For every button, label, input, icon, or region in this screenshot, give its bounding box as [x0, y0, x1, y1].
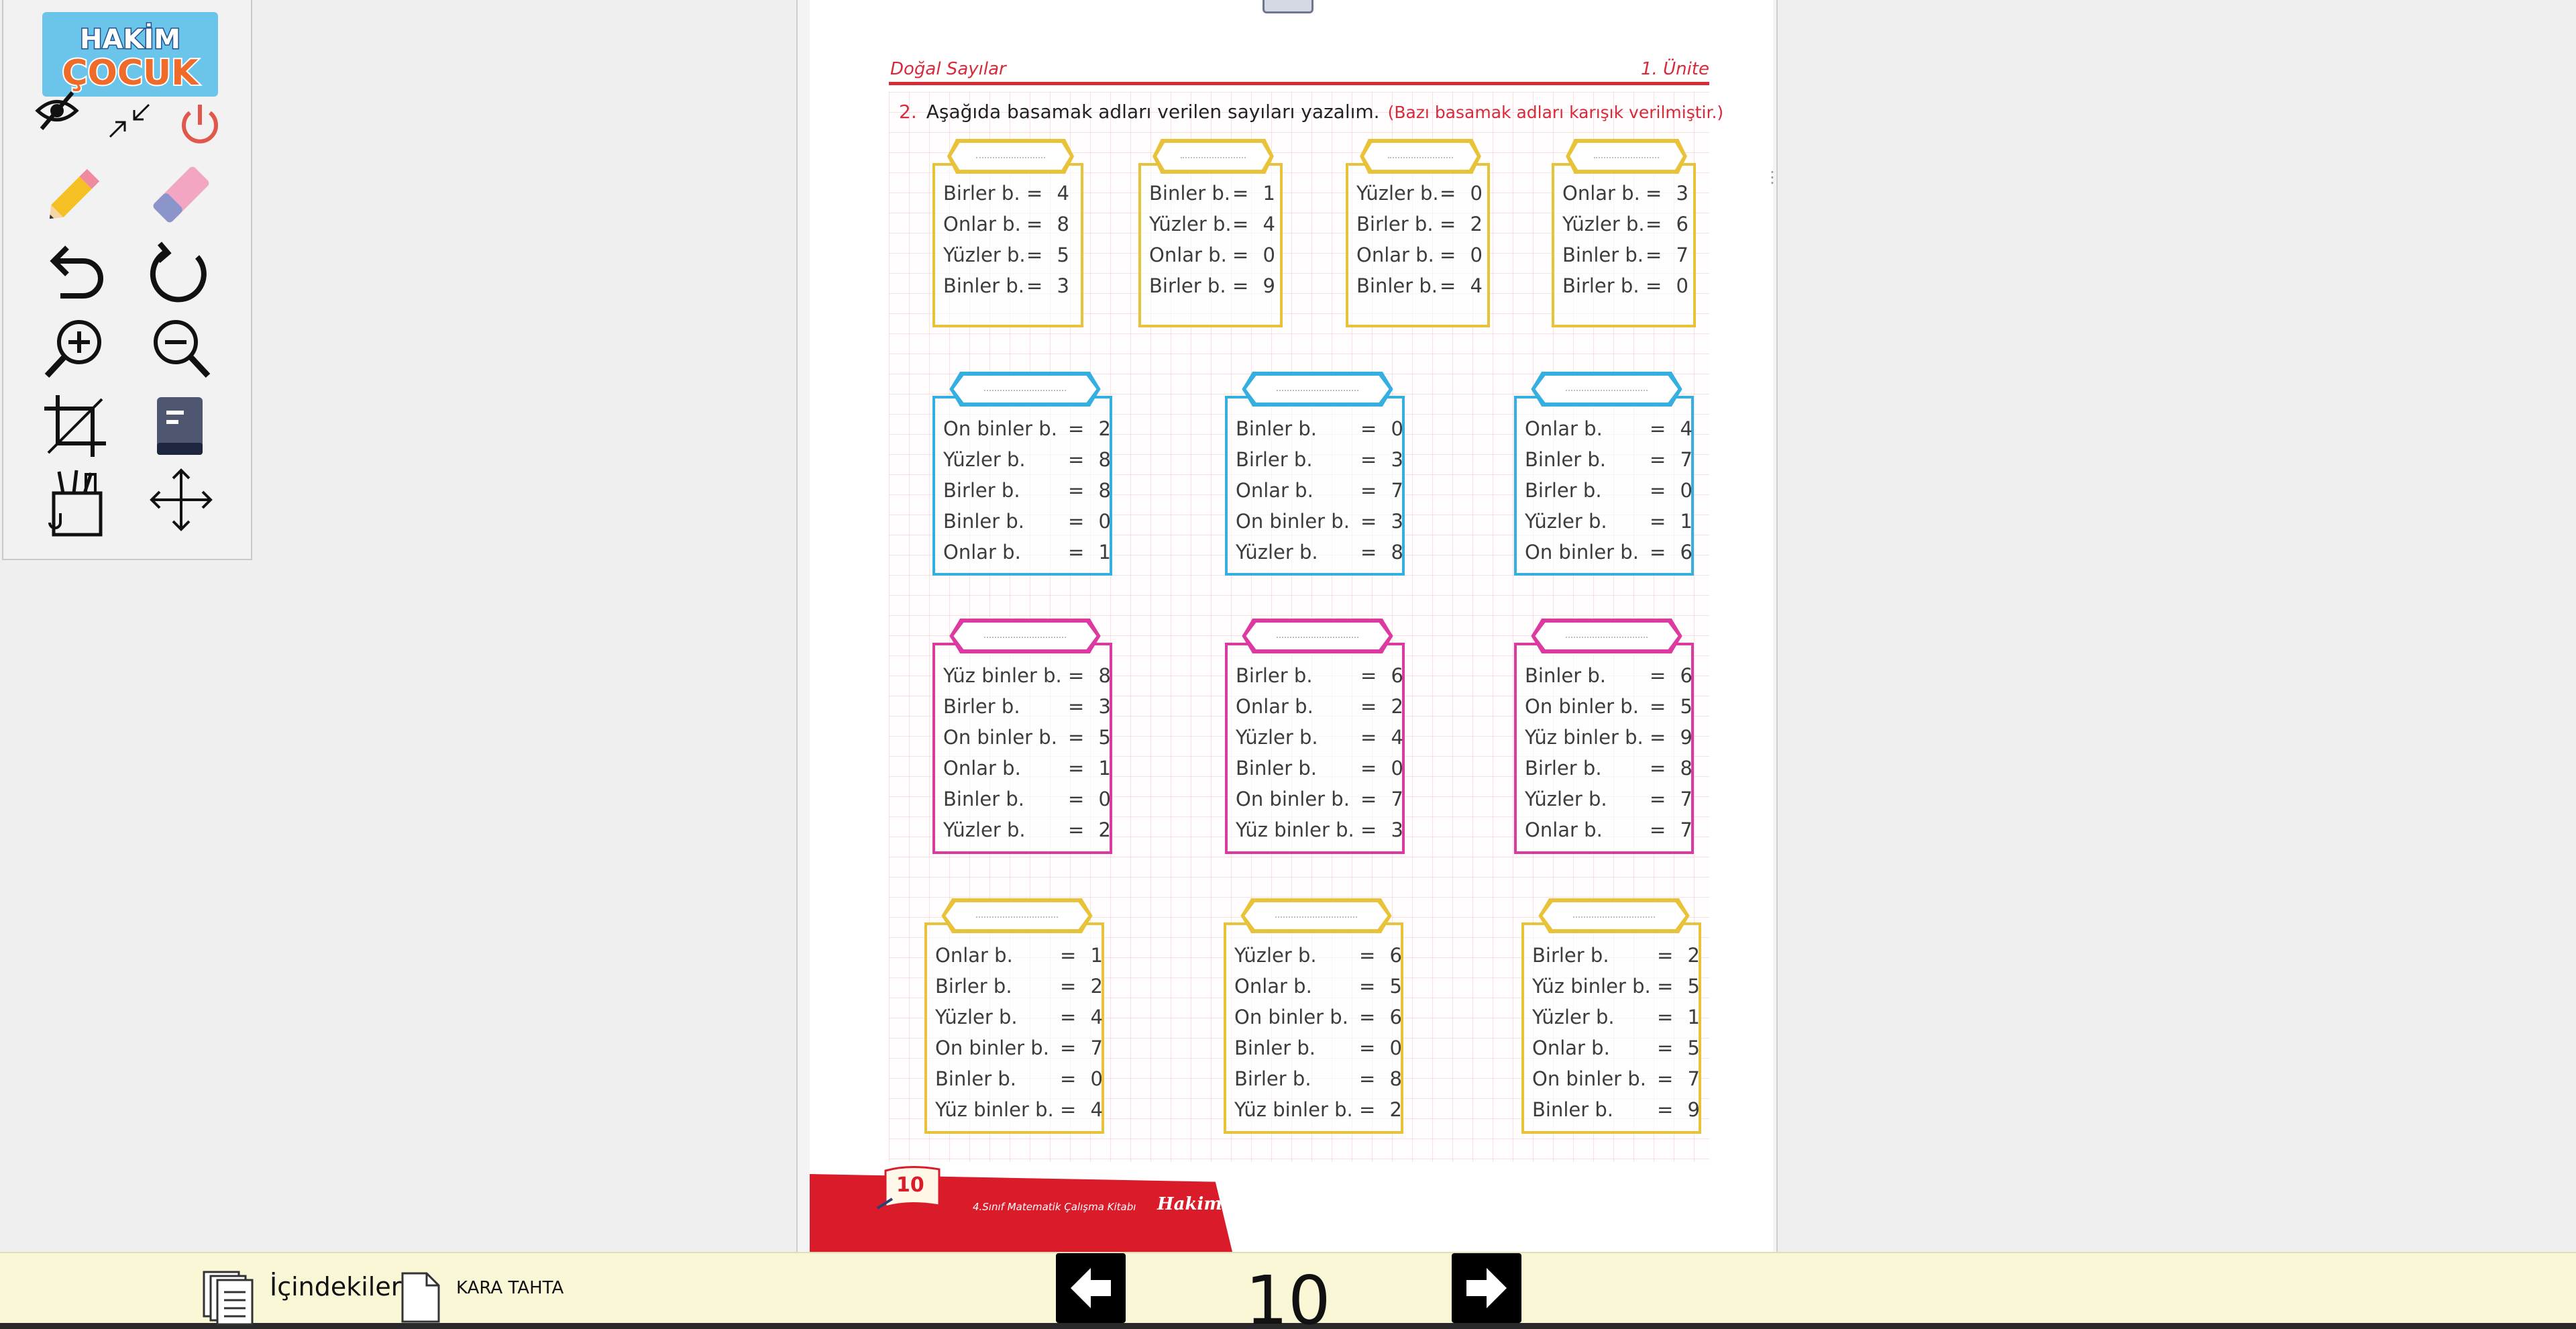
place-value: = 6: [1650, 541, 1697, 564]
place-value-row: [1236, 537, 1407, 568]
place-value-row: [1562, 270, 1693, 301]
place-value-row: [943, 753, 1115, 784]
place-value-row: [1525, 413, 1697, 444]
place-value-row: [1562, 178, 1693, 209]
place-label: Yüz binler b.: [943, 664, 1062, 687]
place-value-row: [935, 1063, 1107, 1094]
answer-box[interactable]: [1531, 372, 1682, 407]
number-card: [1225, 643, 1405, 854]
place-value-row: [1234, 1063, 1406, 1094]
answer-box[interactable]: [1360, 139, 1481, 174]
place-value-row: [1149, 209, 1279, 240]
place-value-row: [1356, 270, 1487, 301]
place-value-row: [943, 240, 1074, 270]
place-value: = 7: [1060, 1036, 1107, 1059]
place-value: = 1: [1232, 182, 1279, 205]
answer-box[interactable]: [947, 139, 1074, 174]
place-value: = 7: [1650, 788, 1697, 810]
drag-handle-icon[interactable]: ⋮: [1764, 168, 1780, 187]
place-value-row: [1562, 209, 1693, 240]
page-top-tab[interactable]: [1263, 0, 1313, 13]
question-note: (Bazı basamak adları karışık verilmiştir.): [1387, 103, 1724, 122]
place-value-row: [1234, 971, 1406, 1002]
place-value: = 6: [1650, 664, 1697, 687]
place-value-row: [1236, 475, 1407, 506]
stationery-icon[interactable]: [39, 466, 113, 540]
place-value: = 7: [1646, 244, 1693, 266]
place-value-row: [935, 940, 1107, 971]
place-value-row: [1149, 178, 1279, 209]
place-value-row: [943, 444, 1115, 475]
previous-page-button[interactable]: [1056, 1253, 1126, 1323]
place-label: Binler b.: [943, 510, 1024, 533]
place-label: Birler b.: [1236, 448, 1313, 471]
place-value-row: [1525, 814, 1697, 845]
place-value-row: [943, 506, 1115, 537]
place-value: = 0: [1440, 182, 1487, 205]
place-value: = 8: [1068, 664, 1115, 687]
place-value: = 9: [1650, 726, 1697, 749]
svg-text:ÇOCUK: ÇOCUK: [62, 53, 199, 93]
place-value-row: [1525, 753, 1697, 784]
place-label: Yüzler b.: [943, 244, 1026, 266]
place-value: = 5: [1657, 975, 1704, 998]
next-page-button[interactable]: [1452, 1253, 1521, 1323]
place-label: On binler b.: [1525, 695, 1639, 718]
place-label: On binler b.: [1525, 541, 1639, 564]
unit-number: 1. Ünite: [1641, 59, 1709, 79]
place-label: On binler b.: [1234, 1006, 1348, 1028]
question-prompt: [899, 101, 1723, 123]
crop-icon[interactable]: [42, 392, 109, 460]
place-value-row: [943, 270, 1074, 301]
place-label: Binler b.: [1236, 757, 1317, 780]
place-value: = 3: [1026, 274, 1073, 297]
zoom-out-icon[interactable]: [146, 315, 213, 382]
place-value: = 5: [1650, 695, 1697, 718]
place-label: On binler b.: [1236, 510, 1350, 533]
place-value-row: [1525, 660, 1697, 691]
number-card: [924, 922, 1107, 1134]
answer-box[interactable]: [941, 898, 1092, 933]
place-value: = 0: [1440, 244, 1487, 266]
book-title: 4.Sınıf Matematik Çalışma Kitabı: [973, 1201, 1136, 1213]
place-value: = 9: [1657, 1098, 1704, 1121]
power-icon[interactable]: [178, 101, 222, 148]
answer-box[interactable]: [1152, 139, 1274, 174]
question-number: 2.: [899, 101, 917, 123]
place-label: Birler b.: [1236, 664, 1313, 687]
place-value: = 0: [1646, 274, 1693, 297]
place-label: Binler b.: [943, 788, 1024, 810]
place-label: Birler b.: [1532, 944, 1609, 967]
place-label: Yüzler b.: [943, 818, 1026, 841]
place-label: Yüzler b.: [1532, 1006, 1615, 1028]
number-card: [1138, 163, 1283, 327]
place-label: Yüz binler b.: [1234, 1098, 1353, 1121]
place-label: On binler b.: [943, 726, 1057, 749]
number-card: [1346, 163, 1490, 327]
blackboard-button[interactable]: KARA TAHTA: [456, 1278, 564, 1298]
number-card: [1224, 922, 1406, 1134]
place-label: Birler b.: [1234, 1067, 1311, 1090]
place-label: Birler b.: [1525, 479, 1602, 502]
place-label: Binler b.: [1532, 1098, 1613, 1121]
place-value: = 1: [1657, 1006, 1704, 1028]
place-value-row: [1525, 506, 1697, 537]
place-value-row: [1525, 475, 1697, 506]
place-value-row: [1236, 814, 1407, 845]
place-value-row: [1149, 270, 1279, 301]
number-card: [1552, 163, 1696, 327]
place-label: Yüz binler b.: [1532, 975, 1651, 998]
place-label: Onlar b.: [1525, 417, 1603, 440]
svg-text:HAKİM: HAKİM: [79, 24, 181, 55]
place-label: Onlar b.: [935, 944, 1013, 967]
place-label: Onlar b.: [1532, 1036, 1610, 1059]
place-value-row: [1236, 413, 1407, 444]
place-value-row: [1236, 691, 1407, 722]
place-label: Yüz binler b.: [1525, 726, 1644, 749]
place-value-row: [1236, 784, 1407, 814]
answer-box[interactable]: [949, 372, 1100, 407]
place-label: Onlar b.: [943, 213, 1021, 235]
place-value: = 8: [1650, 757, 1697, 780]
place-value-row: [935, 1032, 1107, 1063]
place-value-row: [1525, 444, 1697, 475]
place-label: Onlar b.: [943, 541, 1021, 564]
number-card: [1521, 922, 1704, 1134]
place-value: = 6: [1360, 664, 1407, 687]
place-value-row: [1356, 240, 1487, 270]
place-label: On binler b.: [1236, 788, 1350, 810]
place-value: = 5: [1026, 244, 1073, 266]
place-value: = 5: [1657, 1036, 1704, 1059]
place-label: Yüzler b.: [1236, 541, 1318, 564]
place-label: Onlar b.: [1236, 695, 1313, 718]
place-value-row: [1236, 506, 1407, 537]
book-icon[interactable]: [153, 396, 207, 456]
place-value: = 8: [1360, 541, 1407, 564]
place-value-row: [1532, 1094, 1704, 1125]
place-value-row: [1525, 691, 1697, 722]
place-value: = 5: [1068, 726, 1115, 749]
place-value-row: [1356, 178, 1487, 209]
hakim-cocuk-logo: [42, 12, 218, 97]
answer-box[interactable]: [1538, 898, 1689, 933]
place-label: Binler b.: [1236, 417, 1317, 440]
place-label: On binler b.: [943, 417, 1057, 440]
place-value: = 3: [1646, 182, 1693, 205]
place-value-row: [1234, 1094, 1406, 1125]
place-value-row: [1532, 1063, 1704, 1094]
place-label: Yüzler b.: [1234, 944, 1317, 967]
place-value-row: [1532, 1032, 1704, 1063]
place-label: Yüzler b.: [1562, 213, 1645, 235]
place-label: Yüzler b.: [1525, 788, 1607, 810]
place-label: Binler b.: [1525, 448, 1606, 471]
place-value-row: [1525, 537, 1697, 568]
place-value: = 9: [1232, 274, 1279, 297]
place-value: = 4: [1026, 182, 1073, 205]
place-label: Yüzler b.: [1525, 510, 1607, 533]
place-label: Birler b.: [1149, 274, 1226, 297]
eraser-icon[interactable]: [144, 158, 218, 231]
place-value-row: [1532, 971, 1704, 1002]
place-label: Onlar b.: [1236, 479, 1313, 502]
place-value: = 0: [1068, 510, 1115, 533]
place-label: Binler b.: [1562, 244, 1644, 266]
place-value: = 2: [1360, 695, 1407, 718]
answer-box[interactable]: [949, 619, 1100, 653]
place-value: = 0: [1650, 479, 1697, 502]
place-value-row: [943, 178, 1074, 209]
place-value-row: [1532, 940, 1704, 971]
place-value: = 2: [1440, 213, 1487, 235]
place-value: = 5: [1359, 975, 1406, 998]
place-value-row: [943, 537, 1115, 568]
place-value: = 8: [1068, 479, 1115, 502]
place-value: = 8: [1026, 213, 1073, 235]
place-label: Yüzler b.: [1149, 213, 1232, 235]
number-card: [1514, 643, 1697, 854]
number-card: [932, 163, 1083, 327]
place-value: = 0: [1068, 788, 1115, 810]
blank-page-icon[interactable]: [400, 1271, 441, 1324]
place-label: Birler b.: [943, 695, 1020, 718]
place-value: = 4: [1060, 1006, 1107, 1028]
number-card: [932, 396, 1115, 576]
place-label: Onlar b.: [943, 757, 1021, 780]
place-value-row: [1525, 784, 1697, 814]
place-value-row: [935, 971, 1107, 1002]
place-label: Binler b.: [1356, 274, 1438, 297]
answer-box[interactable]: [1566, 139, 1687, 174]
place-value: = 3: [1360, 818, 1407, 841]
page-number: 10: [1245, 1261, 1331, 1329]
place-label: Birler b.: [1562, 274, 1640, 297]
table-of-contents-button[interactable]: İçindekiler: [270, 1272, 402, 1301]
page-badge-number: 10: [896, 1173, 924, 1197]
place-value-row: [1149, 240, 1279, 270]
eye-off-icon[interactable]: [34, 87, 80, 134]
place-value: = 7: [1650, 818, 1697, 841]
place-value: = 7: [1360, 788, 1407, 810]
place-value: = 3: [1068, 695, 1115, 718]
place-label: Birler b.: [1356, 213, 1434, 235]
place-value-row: [1234, 1032, 1406, 1063]
place-label: Binler b.: [1149, 182, 1230, 205]
place-label: Yüzler b.: [1236, 726, 1318, 749]
place-value-row: [1236, 753, 1407, 784]
number-card: [1225, 396, 1405, 576]
place-value-row: [1234, 1002, 1406, 1032]
place-value: = 8: [1359, 1067, 1406, 1090]
place-value-row: [943, 660, 1115, 691]
place-label: Birler b.: [1525, 757, 1602, 780]
number-card: [932, 643, 1115, 854]
place-value: = 3: [1360, 510, 1407, 533]
unit-topic: Doğal Sayılar: [890, 59, 1006, 79]
place-value: = 4: [1650, 417, 1697, 440]
place-value: = 0: [1360, 757, 1407, 780]
publisher-logo: Hakim: [1157, 1194, 1222, 1214]
undo-icon[interactable]: [40, 238, 107, 305]
place-value-row: [1562, 240, 1693, 270]
zoom-in-icon[interactable]: [42, 315, 109, 382]
place-value: = 2: [1068, 417, 1115, 440]
place-value: = 3: [1360, 448, 1407, 471]
pencil-icon[interactable]: [37, 158, 111, 231]
place-value-row: [943, 784, 1115, 814]
place-value-row: [943, 413, 1115, 444]
place-label: On binler b.: [1532, 1067, 1646, 1090]
place-value: = 0: [1232, 244, 1279, 266]
place-value-row: [1236, 660, 1407, 691]
place-value-row: [943, 691, 1115, 722]
place-value: = 7: [1360, 479, 1407, 502]
place-label: Onlar b.: [1525, 818, 1603, 841]
place-label: Onlar b.: [1562, 182, 1640, 205]
place-value: = 1: [1068, 541, 1115, 564]
place-value-row: [1525, 722, 1697, 753]
table-of-contents-icon[interactable]: [201, 1269, 255, 1327]
place-value: = 1: [1060, 944, 1107, 967]
place-label: Onlar b.: [1356, 244, 1434, 266]
place-value: = 7: [1657, 1067, 1704, 1090]
place-label: On binler b.: [935, 1036, 1049, 1059]
collapse-icon[interactable]: [106, 101, 153, 141]
place-value-row: [1234, 940, 1406, 971]
place-value: = 6: [1359, 944, 1406, 967]
place-value: = 4: [1232, 213, 1279, 235]
place-value: = 2: [1359, 1098, 1406, 1121]
place-value: = 4: [1440, 274, 1487, 297]
place-value-row: [935, 1094, 1107, 1125]
arrow-left-icon: [1056, 1253, 1126, 1323]
arrow-right-icon: [1452, 1253, 1521, 1323]
place-label: Birler b.: [943, 479, 1020, 502]
place-label: Birler b.: [943, 182, 1020, 205]
question-text: Aşağıda basamak adları verilen sayıları yazalım.: [926, 101, 1380, 123]
place-value-row: [1236, 444, 1407, 475]
place-value: = 0: [1359, 1036, 1406, 1059]
place-label: Onlar b.: [1234, 975, 1312, 998]
redo-icon[interactable]: [146, 238, 213, 305]
place-value-row: [943, 814, 1115, 845]
place-label: Yüz binler b.: [1236, 818, 1354, 841]
place-value-row: [943, 722, 1115, 753]
place-label: Onlar b.: [1149, 244, 1227, 266]
answer-box[interactable]: [1240, 898, 1391, 933]
place-value-row: [1356, 209, 1487, 240]
place-value: = 2: [1060, 975, 1107, 998]
answer-box[interactable]: [1531, 619, 1682, 653]
place-label: Birler b.: [935, 975, 1012, 998]
place-value: = 2: [1068, 818, 1115, 841]
number-card: [1514, 396, 1697, 576]
place-value: = 7: [1650, 448, 1697, 471]
place-value: = 0: [1060, 1067, 1107, 1090]
answer-box[interactable]: [1242, 619, 1393, 653]
place-value: = 6: [1359, 1006, 1406, 1028]
place-value-row: [943, 475, 1115, 506]
place-label: Binler b.: [943, 274, 1024, 297]
place-value: = 4: [1360, 726, 1407, 749]
place-label: Binler b.: [1234, 1036, 1316, 1059]
place-value: = 4: [1060, 1098, 1107, 1121]
place-label: Yüzler b.: [943, 448, 1026, 471]
place-value: = 1: [1650, 510, 1697, 533]
place-label: Yüz binler b.: [935, 1098, 1054, 1121]
header-divider: [889, 82, 1709, 85]
place-label: Binler b.: [1525, 664, 1606, 687]
place-value: = 6: [1646, 213, 1693, 235]
place-value-row: [935, 1002, 1107, 1032]
place-value: = 8: [1068, 448, 1115, 471]
place-label: Yüzler b.: [935, 1006, 1018, 1028]
place-value-row: [1532, 1002, 1704, 1032]
answer-box[interactable]: [1242, 372, 1393, 407]
place-value: = 1: [1068, 757, 1115, 780]
place-label: Yüzler b.: [1356, 182, 1439, 205]
place-value: = 2: [1657, 944, 1704, 967]
place-value: = 0: [1360, 417, 1407, 440]
move-icon[interactable]: [148, 466, 215, 533]
place-label: Binler b.: [935, 1067, 1016, 1090]
place-value-row: [943, 209, 1074, 240]
place-value-row: [1236, 722, 1407, 753]
